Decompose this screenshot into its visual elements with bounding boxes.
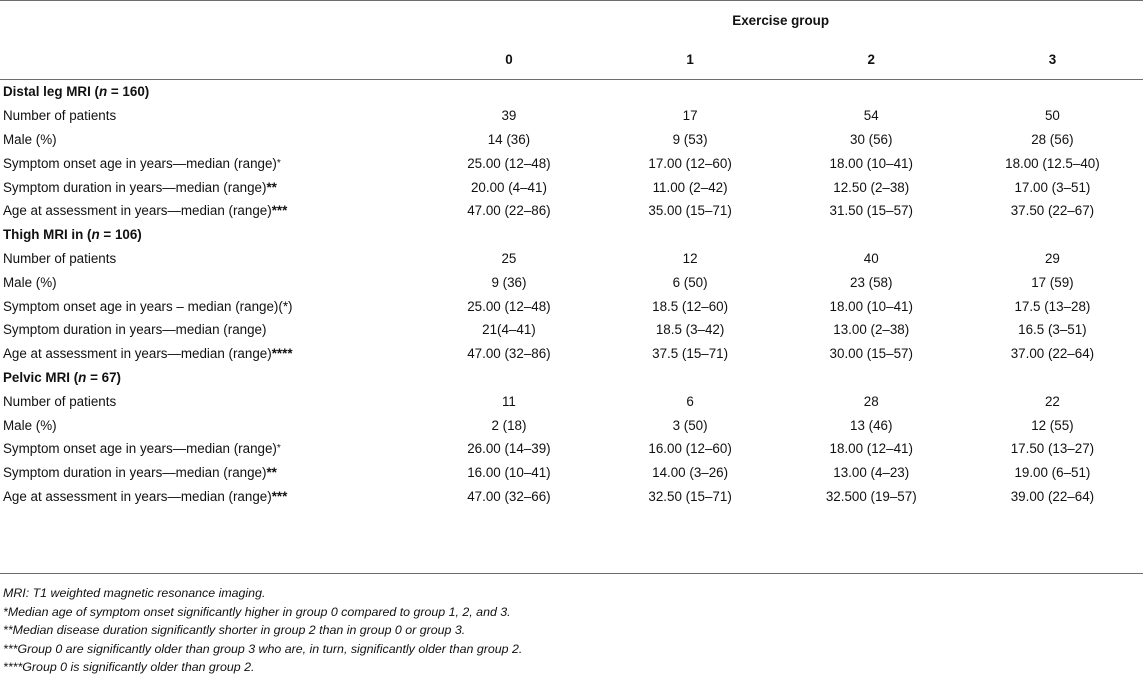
section-title-n: n — [78, 369, 87, 385]
cell-group-0: 14 (36) — [487, 131, 531, 147]
cell-group-3: 37.00 (22–64) — [1010, 346, 1095, 362]
cell-group-1: 32.50 (15–71) — [648, 488, 732, 504]
table-row — [0, 342, 1143, 366]
column-header-2: 2 — [781, 39, 962, 80]
cell-group-3: 39.00 (22–64) — [1010, 488, 1095, 504]
cell-group-2: 54 — [863, 108, 879, 124]
table-row — [0, 104, 1143, 128]
footnote: *Median age of symptom onset significantly higher in group 0 compared to group 1, 2, and 3. — [3, 604, 511, 619]
section-title — [0, 223, 1143, 247]
cell-group-0: 2 (18) — [491, 417, 527, 433]
row-label-cell — [0, 342, 418, 366]
row-label-cell — [0, 318, 418, 342]
footnote: **Median disease duration significantly shorter in group 2 than in group 0 or group 3. — [3, 623, 466, 638]
footnote-mark: *** — [271, 203, 288, 219]
cell-group-3: 19.00 (6–51) — [1014, 465, 1091, 481]
cell-group-3: 29 — [1044, 250, 1060, 266]
row-label-cell — [0, 270, 418, 294]
cell-group-1: 18.5 (3–42) — [655, 322, 725, 338]
table-row — [0, 461, 1143, 485]
table-row — [0, 389, 1143, 413]
table-row — [0, 128, 1143, 152]
section-title-prefix: Pelvic MRI ( — [3, 369, 79, 385]
cell-group-2: 40 — [863, 250, 879, 266]
section-title-suffix: = 67) — [86, 369, 121, 385]
cell-group-0: 25.00 (12–48) — [467, 155, 551, 171]
table-row — [0, 175, 1143, 199]
cell-group-2: 30.00 (15–57) — [829, 346, 913, 362]
section-title-n: n — [98, 84, 108, 100]
footnote-mark: * — [276, 443, 281, 455]
group-header-label: Exercise group — [732, 12, 830, 28]
cell-group-2: 18.00 (10–41) — [829, 298, 913, 314]
section-title-suffix: = 106) — [99, 227, 142, 243]
row-label-cell — [0, 128, 418, 152]
cell-group-1: 14.00 (3–26) — [652, 465, 729, 481]
table-row — [0, 247, 1143, 271]
row-label: Symptom onset age in years—median (range) — [3, 155, 277, 171]
cell-group-2: 13 (46) — [850, 417, 893, 433]
table-row — [0, 151, 1143, 175]
row-label-cell — [0, 485, 418, 509]
cell-group-1: 12 — [682, 250, 698, 266]
cell-group-1: 17 — [682, 108, 698, 124]
cell-group-3: 16.5 (3–51) — [1018, 322, 1087, 338]
row-label-cell — [0, 104, 418, 128]
table-row — [0, 413, 1143, 437]
header-stub — [0, 1, 418, 40]
row-label: Age at assessment in years—median (range) — [3, 346, 272, 362]
cell-group-2: 18.00 (10–41) — [829, 155, 913, 171]
section-heading-row — [0, 80, 1143, 104]
footnote: MRI: T1 weighted magnetic resonance imaging. — [3, 586, 266, 600]
group-header — [418, 1, 1143, 40]
cell-group-3: 17.00 (3–51) — [1014, 179, 1091, 195]
table-row — [0, 294, 1143, 318]
cell-group-0: 9 (36) — [491, 274, 527, 290]
row-label-cell — [0, 413, 418, 437]
cell-group-2: 30 (56) — [850, 131, 893, 147]
row-label: Age at assessment in years—median (range) — [3, 203, 272, 219]
footnotes — [3, 584, 522, 677]
row-label: Symptom onset age in years – median (range)(*) — [3, 298, 293, 314]
header-row-group — [0, 1, 1143, 40]
row-label: Number of patients — [3, 108, 117, 124]
row-label-cell — [0, 175, 418, 199]
table-row — [0, 437, 1143, 461]
cell-group-3: 37.50 (22–67) — [1010, 203, 1095, 219]
row-label: Male (%) — [3, 417, 57, 433]
row-label-cell — [0, 461, 418, 485]
row-label: Symptom duration in years—median (range) — [3, 322, 267, 338]
footnote: ***Group 0 are significantly older than group 3 who are, in turn, significantly older than group 2. — [3, 641, 523, 656]
cell-group-2: 13.00 (4–23) — [833, 465, 910, 481]
cell-group-2: 32.500 (19–57) — [825, 488, 917, 504]
row-label: Number of patients — [3, 250, 117, 266]
cell-group-3: 17.50 (13–27) — [1010, 441, 1095, 457]
cell-group-0: 16.00 (10–41) — [467, 465, 551, 481]
cell-group-0: 26.00 (14–39) — [467, 441, 551, 457]
footnote-mark: * — [276, 157, 281, 169]
cell-group-1: 3 (50) — [672, 417, 708, 433]
section-title — [0, 366, 1143, 390]
section-title-prefix: Thigh MRI in ( — [3, 227, 92, 243]
cell-group-3: 17.5 (13–28) — [1014, 298, 1091, 314]
cell-group-1: 35.00 (15–71) — [648, 203, 732, 219]
cell-group-1: 6 (50) — [672, 274, 708, 290]
column-header-3: 3 — [962, 39, 1143, 80]
cell-group-2: 23 (58) — [850, 274, 893, 290]
cell-group-2: 28 — [863, 393, 879, 409]
row-label-cell — [0, 389, 418, 413]
cell-group-2: 18.00 (12–41) — [829, 441, 913, 457]
cell-group-2: 31.50 (15–57) — [829, 203, 913, 219]
table-row — [0, 485, 1143, 509]
cell-group-1: 6 — [686, 393, 694, 409]
section-title — [0, 80, 1143, 104]
cell-group-2: 13.00 (2–38) — [833, 322, 910, 338]
footnote-mark: ** — [266, 465, 277, 481]
cell-group-1: 16.00 (12–60) — [648, 441, 732, 457]
cell-group-0: 25 — [501, 250, 517, 266]
section-heading-row — [0, 366, 1143, 390]
footnote-mark: *** — [271, 488, 288, 504]
cell-group-3: 18.00 (12.5–40) — [1005, 155, 1100, 171]
cell-group-0: 25.00 (12–48) — [467, 298, 551, 314]
cell-group-2: 12.50 (2–38) — [833, 179, 910, 195]
row-label: Symptom duration in years—median (range) — [3, 465, 267, 481]
cell-group-0: 39 — [501, 108, 517, 124]
table-row — [0, 318, 1143, 342]
row-label-cell — [0, 151, 418, 175]
row-label: Male (%) — [3, 131, 57, 147]
cell-group-1: 9 (53) — [672, 131, 708, 147]
row-label: Male (%) — [3, 274, 57, 290]
footnote: ****Group 0 is significantly older than group 2. — [3, 660, 255, 675]
row-label: Number of patients — [3, 393, 117, 409]
cell-group-0: 21(4–41) — [482, 322, 536, 338]
cell-group-3: 22 — [1044, 393, 1060, 409]
cell-group-3: 50 — [1044, 108, 1060, 124]
cell-group-1: 17.00 (12–60) — [648, 155, 732, 171]
row-label: Symptom onset age in years—median (range) — [3, 441, 277, 457]
header-stub-2 — [0, 39, 418, 80]
cell-group-0: 47.00 (22–86) — [467, 203, 551, 219]
cell-group-0: 47.00 (32–86) — [467, 346, 551, 362]
footnote-mark: **** — [271, 346, 293, 362]
cell-group-3: 12 (55) — [1031, 417, 1074, 433]
section-heading-row — [0, 223, 1143, 247]
cell-group-3: 17 (59) — [1031, 274, 1074, 290]
row-label-cell — [0, 199, 418, 223]
bottom-rule — [0, 573, 1143, 574]
cell-group-0: 20.00 (4–41) — [470, 179, 547, 195]
row-label-cell — [0, 437, 418, 461]
cell-group-3: 28 (56) — [1031, 131, 1074, 147]
row-label: Symptom duration in years—median (range) — [3, 179, 267, 195]
row-label-cell — [0, 247, 418, 271]
cell-group-1: 18.5 (12–60) — [652, 298, 729, 314]
row-label: Age at assessment in years—median (range) — [3, 488, 272, 504]
header-row-columns — [0, 39, 1143, 80]
cell-group-1: 11.00 (2–42) — [652, 179, 728, 195]
section-title-suffix: = 160) — [107, 84, 150, 100]
column-header-0: 0 — [418, 39, 599, 80]
table-row — [0, 270, 1143, 294]
section-title-prefix: Distal leg MRI ( — [3, 84, 99, 100]
table-row — [0, 199, 1143, 223]
footnote-mark: ** — [266, 179, 277, 195]
row-label-cell — [0, 294, 418, 318]
cell-group-0: 47.00 (32–66) — [467, 488, 551, 504]
column-header-1: 1 — [600, 39, 781, 80]
cell-group-1: 37.5 (15–71) — [652, 346, 729, 362]
cell-group-0: 11 — [501, 393, 516, 409]
section-title-n: n — [91, 227, 100, 243]
